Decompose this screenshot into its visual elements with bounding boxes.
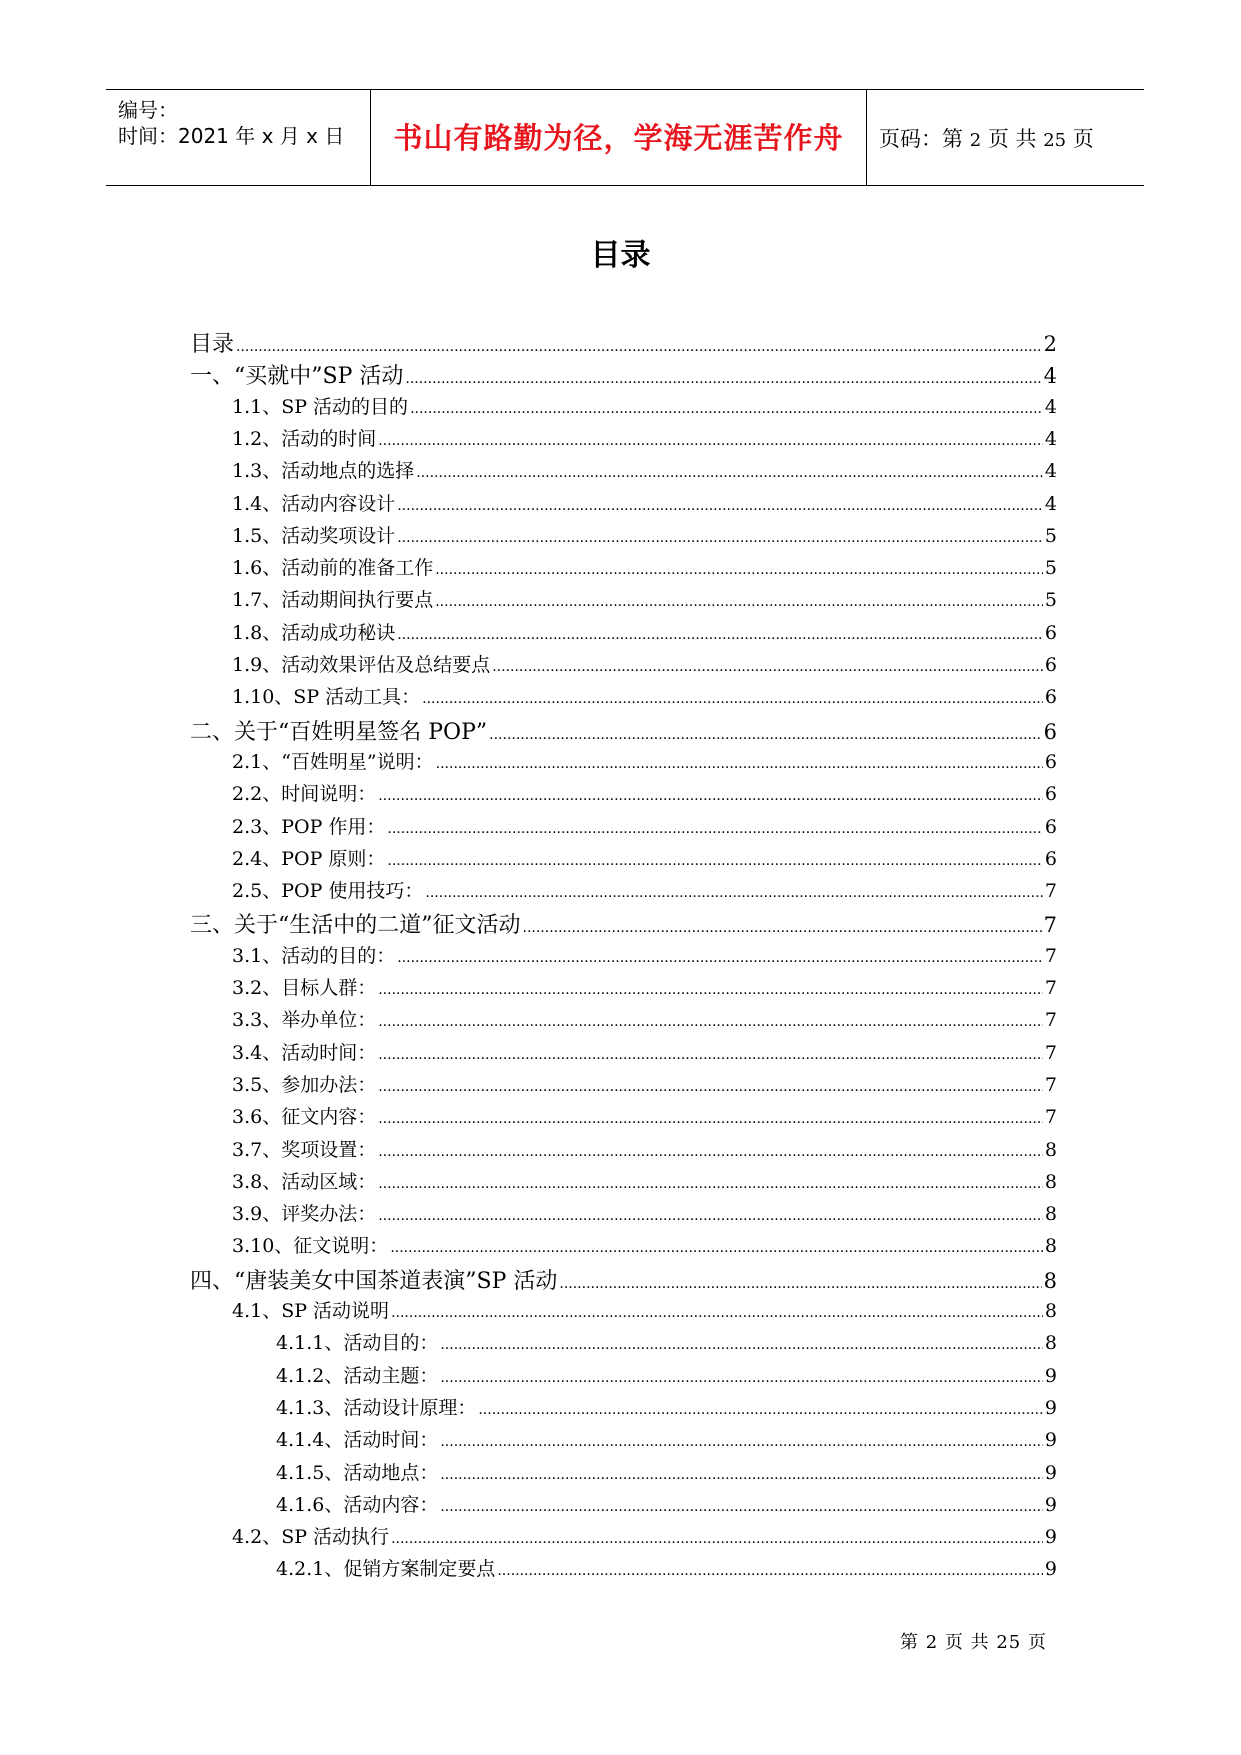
toc-leader-dots xyxy=(492,659,1043,675)
page-header xyxy=(106,89,1144,186)
toc-entry-title: 4.1.3、活动设计原理： xyxy=(276,1396,477,1419)
toc-page-number: 5 xyxy=(1044,524,1057,547)
toc-entry-title: 1.8、活动成功秘诀 xyxy=(232,621,396,644)
toc-entry-title: 4.1.6、活动内容： xyxy=(276,1493,439,1516)
toc-entry-title: 1.3、活动地点的选择 xyxy=(232,460,415,483)
toc-entry-title: 2.4、POP 原则： xyxy=(232,847,386,870)
toc-entry[interactable] xyxy=(232,1038,1057,1065)
toc-page-number: 9 xyxy=(1044,1558,1057,1581)
toc-entry-title: 一、“买就中”SP 活动 xyxy=(190,364,404,390)
toc-entry[interactable] xyxy=(232,779,1057,806)
toc-page-number: 9 xyxy=(1044,1396,1057,1419)
toc-leader-dots xyxy=(440,1467,1043,1483)
toc-leader-dots xyxy=(378,788,1043,804)
toc-leader-dots xyxy=(236,339,1042,355)
toc-entry-title: 4.1.2、活动主题： xyxy=(276,1364,439,1387)
toc-entry-title: 2.5、POP 使用技巧： xyxy=(232,880,424,903)
toc-entry-title: 4.2、SP 活动执行 xyxy=(232,1526,390,1549)
toc-entry[interactable] xyxy=(232,1167,1057,1194)
toc-page-number: 4 xyxy=(1044,427,1057,450)
toc-entry[interactable] xyxy=(232,392,1057,419)
toc-leader-dots xyxy=(436,756,1043,772)
toc-leader-dots xyxy=(391,1305,1043,1321)
toc-leader-dots xyxy=(410,401,1043,417)
toc-entry[interactable] xyxy=(232,424,1057,451)
toc-page-number: 4 xyxy=(1044,395,1057,418)
toc-entry-title: 目录 xyxy=(190,332,235,357)
toc-entry-title: 3.2、目标人群： xyxy=(232,977,377,999)
toc-page-number: 9 xyxy=(1044,1364,1057,1387)
toc-leader-dots xyxy=(378,1014,1043,1030)
toc-entry-title: 1.6、活动前的准备工作 xyxy=(232,557,434,580)
page-current: 2 xyxy=(969,130,982,151)
toc-entry[interactable] xyxy=(276,1393,1057,1420)
toc-leader-dots xyxy=(416,465,1043,481)
toc-entry[interactable] xyxy=(232,1296,1057,1323)
toc-page-number: 6 xyxy=(1043,719,1057,744)
toc-leader-dots xyxy=(378,1079,1043,1095)
toc-leader-dots xyxy=(405,371,1041,387)
toc-leader-dots xyxy=(378,1144,1043,1160)
motto: 书山有路勤为径，学海无涯苦作舟 xyxy=(393,121,844,155)
toc-leader-dots xyxy=(440,1337,1043,1353)
toc-entry-title: 2.2、时间说明： xyxy=(232,783,377,806)
toc-entry-title: 1.1、SP 活动的目的 xyxy=(232,395,409,418)
toc-entry-title: 3.6、征文内容： xyxy=(232,1106,377,1129)
toc-page-number: 8 xyxy=(1044,1235,1057,1258)
toc-entry-title: 2.3、POP 作用： xyxy=(232,815,386,838)
toc-leader-dots xyxy=(378,1176,1043,1192)
toc-entry[interactable] xyxy=(232,682,1057,709)
toc-entry-title: 4.2.1、促销方案制定要点 xyxy=(276,1558,496,1581)
header-middle-cell xyxy=(371,90,867,185)
toc-entry-title: 1.2、活动的时间 xyxy=(232,427,377,450)
toc-entry[interactable] xyxy=(190,327,1057,358)
page-suffix: 页 xyxy=(1072,127,1094,151)
toc-page-number: 5 xyxy=(1044,589,1057,612)
toc-entry[interactable] xyxy=(232,585,1057,612)
toc-page-number: 9 xyxy=(1044,1526,1057,1549)
toc-entry-title: 3.3、举办单位： xyxy=(232,1009,377,1032)
toc-page-number: 7 xyxy=(1044,1009,1057,1032)
toc-entry[interactable] xyxy=(232,489,1057,516)
toc-entry-title: 4.1、SP 活动说明 xyxy=(232,1300,390,1322)
toc-entry[interactable] xyxy=(276,1328,1057,1355)
toc-leader-dots xyxy=(489,727,1041,743)
toc-leader-dots xyxy=(378,1208,1043,1224)
page-code xyxy=(879,123,1094,153)
toc-entry[interactable] xyxy=(232,747,1057,774)
toc-entry[interactable] xyxy=(276,1361,1057,1388)
toc-entry[interactable] xyxy=(232,973,1057,1000)
toc-leader-dots xyxy=(387,853,1043,869)
toc-page-number: 8 xyxy=(1044,1300,1057,1322)
toc-leader-dots xyxy=(523,920,1042,936)
toc-entry[interactable] xyxy=(232,876,1057,903)
toc-entry[interactable] xyxy=(232,1522,1057,1549)
toc-leader-dots xyxy=(440,1499,1043,1515)
toc-page-number: 6 xyxy=(1044,783,1057,806)
toc-leader-dots xyxy=(397,950,1043,966)
toc-page-number: 6 xyxy=(1044,686,1057,709)
toc-leader-dots xyxy=(397,530,1043,546)
toc-entry-title: 3.10、征文说明： xyxy=(232,1235,389,1258)
toc-page-number: 7 xyxy=(1044,880,1057,903)
toc-entry[interactable] xyxy=(190,908,1057,939)
toc-page-number: 9 xyxy=(1044,1493,1057,1516)
toc-page-number: 7 xyxy=(1044,1041,1057,1064)
toc-leader-dots xyxy=(440,1370,1043,1386)
header-left-cell xyxy=(106,90,371,185)
toc-entry-title: 3.7、奖项设置： xyxy=(232,1138,377,1161)
toc-page-number: 8 xyxy=(1044,1170,1057,1193)
toc-page-number: 6 xyxy=(1044,815,1057,838)
toc-page-number: 4 xyxy=(1044,492,1057,515)
toc-page-number: 9 xyxy=(1044,1461,1057,1484)
toc-entry[interactable] xyxy=(232,1231,1057,1258)
toc-entry-title: 4.1.5、活动地点： xyxy=(276,1461,439,1484)
toc-page-number: 8 xyxy=(1044,1203,1057,1226)
toc-entry[interactable] xyxy=(232,1199,1057,1226)
toc-entry-title: 1.9、活动效果评估及总结要点 xyxy=(232,654,491,676)
toc-leader-dots xyxy=(478,1402,1043,1418)
page-title: 目录 xyxy=(590,238,651,273)
toc-page-number: 7 xyxy=(1044,1106,1057,1129)
toc-entry[interactable] xyxy=(232,618,1057,645)
toc-leader-dots xyxy=(378,1047,1043,1063)
toc-entry[interactable] xyxy=(232,456,1057,483)
toc-leader-dots xyxy=(378,433,1043,449)
time-label: 时间：2021 年 x 月 x 日 xyxy=(118,124,345,148)
toc-leader-dots xyxy=(397,498,1043,514)
toc-leader-dots xyxy=(425,885,1043,901)
toc-leader-dots xyxy=(387,821,1043,837)
toc-entry-title: 3.8、活动区域： xyxy=(232,1170,377,1193)
toc-page-number: 6 xyxy=(1044,654,1057,676)
toc-entry-title: 2.1、“百姓明星”说明： xyxy=(232,750,434,773)
toc-leader-dots xyxy=(440,1434,1043,1450)
toc-entry[interactable] xyxy=(190,1264,1057,1295)
toc-page-number: 8 xyxy=(1044,1138,1057,1161)
toc-page-number: 7 xyxy=(1044,944,1057,967)
toc-page-number: 2 xyxy=(1043,332,1057,356)
toc-entry-title: 四、“唐装美女中国茶道表演”SP 活动 xyxy=(190,1268,558,1294)
toc-page-number: 6 xyxy=(1044,750,1057,773)
page-footer: 第 2 页 共 25 页 xyxy=(900,1632,1047,1653)
toc-leader-dots xyxy=(391,1531,1043,1547)
toc-leader-dots xyxy=(497,1563,1043,1579)
toc-entry[interactable] xyxy=(232,1135,1057,1162)
header-right-cell xyxy=(867,90,1144,185)
toc-page-number: 6 xyxy=(1044,621,1057,644)
toc-entry[interactable] xyxy=(276,1425,1057,1452)
toc-entry[interactable] xyxy=(232,1005,1057,1032)
toc-entry-title: 1.5、活动奖项设计 xyxy=(232,524,396,547)
toc-leader-dots xyxy=(390,1240,1043,1256)
toc-entry[interactable] xyxy=(232,941,1057,968)
toc-leader-dots xyxy=(435,562,1043,578)
toc-entry[interactable] xyxy=(276,1490,1057,1517)
number-label: 编号： xyxy=(118,98,178,122)
page-total: 25 xyxy=(1043,130,1067,151)
toc-page-number: 8 xyxy=(1043,1268,1057,1293)
toc-entry[interactable] xyxy=(232,812,1057,839)
toc-page-number: 8 xyxy=(1044,1332,1057,1355)
toc-entry-title: 4.1.4、活动时间： xyxy=(276,1429,439,1452)
toc-entry-title: 1.10、SP 活动工具： xyxy=(232,686,421,709)
toc-entry[interactable] xyxy=(232,844,1057,871)
toc-entry-title: 3.5、参加办法： xyxy=(232,1073,377,1096)
page-prefix: 页码：第 xyxy=(879,127,963,151)
toc-entry[interactable] xyxy=(276,1458,1057,1485)
toc-entry-title: 3.4、活动时间： xyxy=(232,1041,377,1064)
toc-page-number: 4 xyxy=(1043,364,1057,389)
toc-entry-title: 二、关于“百姓明星签名 POP” xyxy=(190,719,488,745)
toc-page-number: 9 xyxy=(1044,1429,1057,1452)
toc-leader-dots xyxy=(378,1111,1043,1127)
toc-leader-dots xyxy=(378,982,1043,998)
toc-page-number: 7 xyxy=(1043,913,1057,938)
toc-entry[interactable] xyxy=(232,1102,1057,1129)
toc-entry-title: 4.1.1、活动目的： xyxy=(276,1332,439,1355)
toc-leader-dots xyxy=(397,627,1043,643)
toc-leader-dots xyxy=(422,691,1043,707)
toc-entry-title: 1.7、活动期间执行要点 xyxy=(232,589,434,612)
toc-page-number: 4 xyxy=(1044,460,1057,483)
toc-entry-title: 3.1、活动的目的： xyxy=(232,944,396,967)
toc-entry[interactable] xyxy=(232,553,1057,580)
toc-leader-dots xyxy=(559,1276,1041,1292)
page-mid: 页 共 xyxy=(987,127,1037,151)
toc-page-number: 5 xyxy=(1044,557,1057,580)
toc-leader-dots xyxy=(435,594,1043,610)
toc-page-number: 7 xyxy=(1044,1073,1057,1096)
toc-entry[interactable] xyxy=(276,1554,1057,1581)
toc-entry-title: 3.9、评奖办法： xyxy=(232,1203,377,1226)
toc-page-number: 7 xyxy=(1044,977,1057,999)
toc-entry[interactable] xyxy=(232,521,1057,548)
toc-entry[interactable] xyxy=(190,359,1057,390)
toc-page-number: 6 xyxy=(1044,847,1057,870)
toc-entry-title: 三、关于“生活中的二道”征文活动 xyxy=(190,913,521,939)
toc-entry-title: 1.4、活动内容设计 xyxy=(232,492,396,515)
toc-entry[interactable] xyxy=(232,1070,1057,1097)
toc-entry[interactable] xyxy=(232,650,1057,677)
toc-entry[interactable] xyxy=(190,715,1057,746)
